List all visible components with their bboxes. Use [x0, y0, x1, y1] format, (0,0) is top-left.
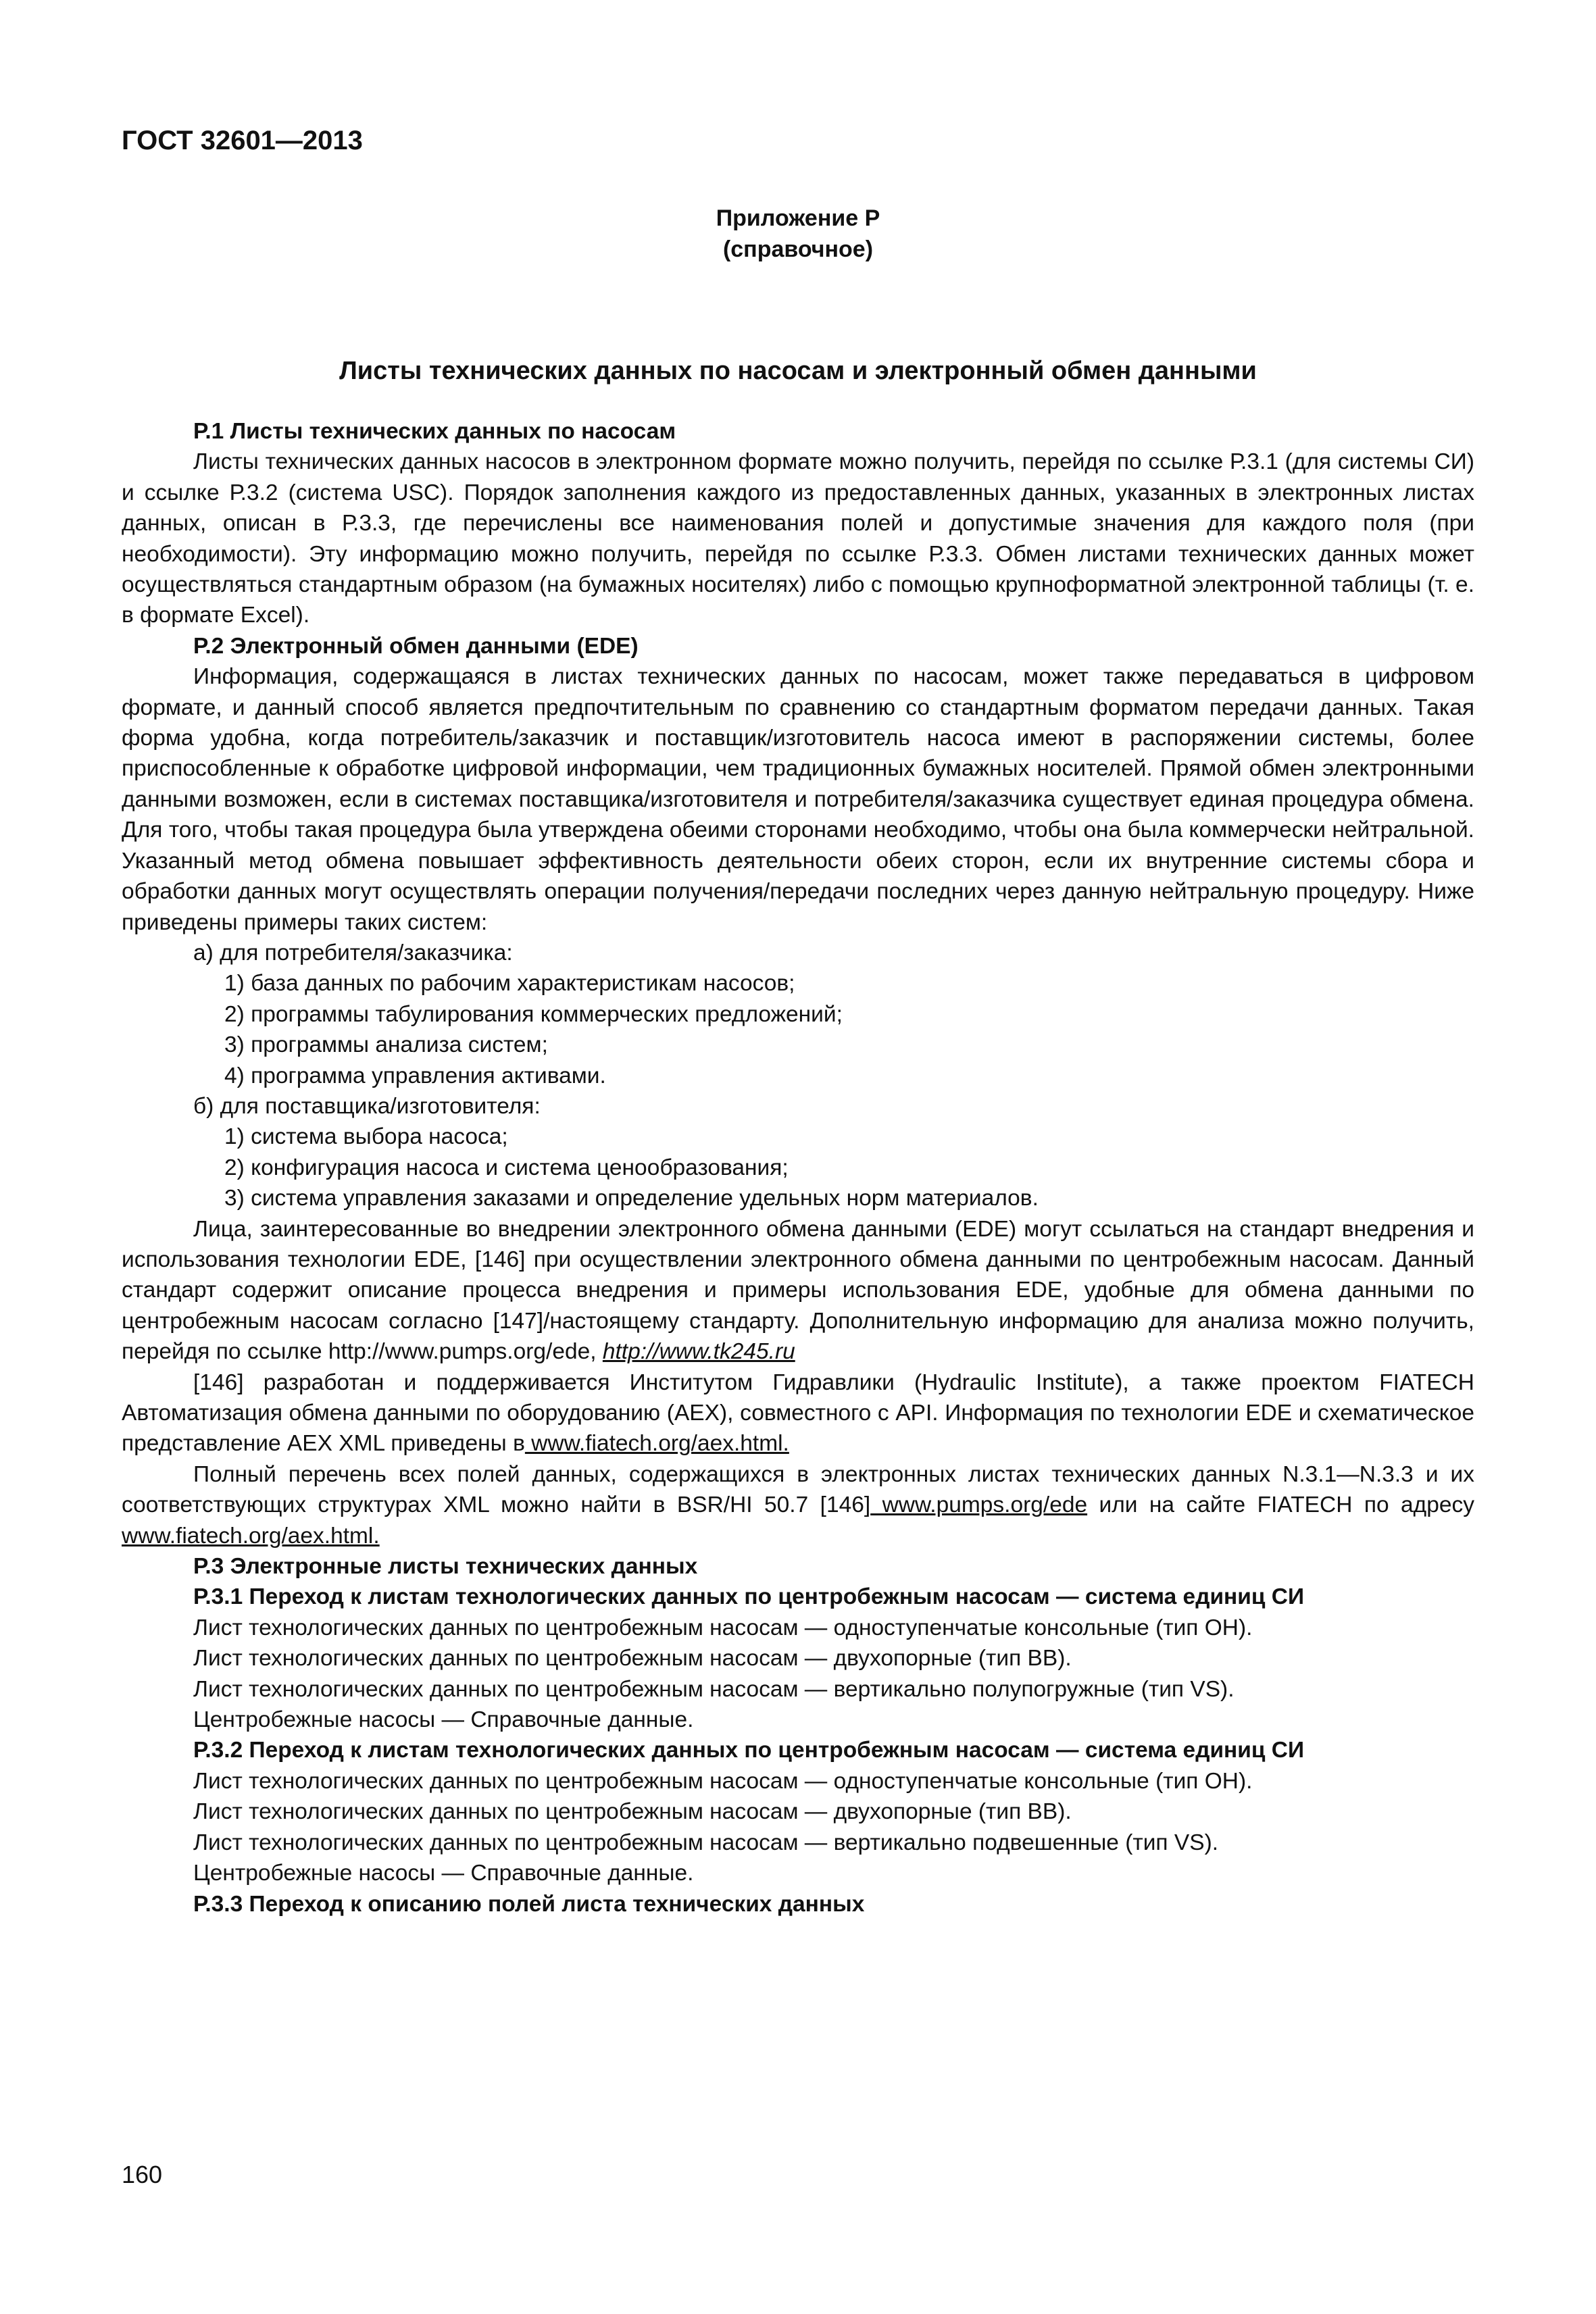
- annex-label: Приложение Р: [716, 205, 880, 231]
- paragraph-text: [146] разработан и поддерживается Институтом Гидравлики (Hydraulic Institute), а также проектом FIATECH Автоматизация обмена данными по оборудованию (AEX), совместного с API. Информация по технологии EDE и схематическое представление AEX XML приведены в: [122, 1369, 1474, 1457]
- section-heading-p3-1: Р.3.1 Переход к листам технологических данных по центробежным насосам — система единиц СИ: [193, 1584, 1305, 1610]
- document-header: ГОСТ 32601—2013: [122, 126, 363, 155]
- list-item: 2) конфигурация насоса и система ценообразования;: [224, 1155, 789, 1180]
- list-item: б) для поставщика/изготовителя:: [193, 1093, 541, 1119]
- list-item: 1) база данных по рабочим характеристикам насосов;: [224, 971, 795, 997]
- section-heading-p3: Р.3 Электронные листы технических данных: [193, 1554, 698, 1580]
- datasheet-link[interactable]: Центробежные насосы — Справочные данные.: [193, 1707, 694, 1733]
- datasheet-link[interactable]: Лист технологических данных по центробежным насосам — одноступенчатые консольные (тип ОН).: [193, 1768, 1253, 1794]
- section-heading-p2: Р.2 Электронный обмен данными (EDE): [193, 633, 639, 659]
- datasheet-link[interactable]: Лист технологических данных по центробежным насосам — двухопорные (тип ВВ).: [193, 1646, 1072, 1671]
- datasheet-link[interactable]: Лист технологических данных по центробежным насосам — вертикально полупогружные (тип VS).: [193, 1676, 1235, 1702]
- list-item: 1) система выбора насоса;: [224, 1124, 508, 1150]
- paragraph-text: или на сайте FIATECH по адресу: [1087, 1492, 1474, 1518]
- paragraph-text: Полный перечень всех полей данных, содержащихся в электронных листах технических данных N.3.1—N.3.3 и их соответствующих структурах XML можно найти в BSR/HI 50.7 [146]: [122, 1461, 1474, 1518]
- datasheet-link[interactable]: Лист технологических данных по центробежным насосам — двухопорные (тип ВВ).: [193, 1799, 1072, 1825]
- datasheet-link[interactable]: Центробежные насосы — Справочные данные.: [193, 1861, 694, 1886]
- paragraph: Листы технических данных насосов в электронном формате можно получить, перейдя по ссылке Р.3.1 (для системы СИ) и ссылке Р.3.2 (система USC). Порядок заполнения каждого из предоставленных данных, указанных в электронных листах данных, описан в Р.3.3, где перечислены все наименования полей и допустимые значения для каждого поля (при необходимости). Эту информацию можно получить, перейдя по ссылке Р.3.3. Обмен листами технических данных может осуществляться стандартным образом (на бумажных носителях) либо с помощью крупноформатной электронной таблицы (т. е. в формате Excel).: [122, 449, 1474, 628]
- datasheet-link[interactable]: Лист технологических данных по центробежным насосам — одноступенчатые консольные (тип ОН).: [193, 1615, 1253, 1640]
- paragraph: Информация, содержащаяся в листах технических данных по насосам, может также передаваться в цифровом формате, и данный способ является предпочтительным по сравнению со стандартным форматом передачи данных. Такая форма удобна, когда потребитель/заказчик и поставщик/изготовитель насоса имеют в распоряжении системы, более приспособленные к обработке цифровой информации, чем традиционных бумажных носителей. Прямой обмен электронными данными возможен, если в системах поставщика/изготовителя и потребителя/заказчика существует единая процедура обмена. Для того, чтобы такая процедура была утверждена обеими сторонами необходимо, чтобы она была коммерчески нейтральной. Указанный метод обмена повышает эффективность деятельности обеих сторон, если их внутренние системы сбора и обработки данных могут осуществлять операции получения/передачи последних через данную нейтральную процедуру. Ниже приведены примеры таких систем:: [122, 664, 1474, 935]
- paragraph: [122, 1367, 1474, 1459]
- page-number: 160: [122, 2161, 163, 2188]
- section-heading-p1: Р.1 Листы технических данных по насосам: [193, 419, 676, 444]
- pumps-ede-link[interactable]: www.pumps.org/ede: [870, 1492, 1088, 1518]
- fiatech-link[interactable]: www.fiatech.org/aex.html.: [524, 1431, 789, 1457]
- annex-title: Листы технических данных по насосам и электронный обмен данными: [339, 357, 1257, 385]
- tk245-link[interactable]: http://www.tk245.ru: [602, 1339, 795, 1365]
- document-body: [122, 416, 1474, 1919]
- paragraph: [122, 1459, 1474, 1551]
- list-item: 3) программы анализа систем;: [224, 1032, 548, 1058]
- section-heading-p3-3: Р.3.3 Переход к описанию полей листа технических данных: [193, 1891, 865, 1917]
- datasheet-link[interactable]: Лист технологических данных по центробежным насосам — вертикально подвешенные (тип VS).: [193, 1830, 1219, 1855]
- list-item: 4) программа управления активами.: [224, 1063, 606, 1088]
- annex-type: (справочное): [722, 236, 874, 262]
- list-item: 2) программы табулирования коммерческих предложений;: [224, 1001, 843, 1027]
- list-item: а) для потребителя/заказчика:: [193, 940, 513, 965]
- fiatech-link[interactable]: www.fiatech.org/aex.html.: [122, 1523, 380, 1549]
- paragraph-text: Лица, заинтересованные во внедрении электронного обмена данными (EDE) могут ссылаться на стандарт внедрения и использования технологии EDE, [146] при осуществлении электронного обмена данными по центробежным насосам. Данный стандарт содержит описание процесса внедрения и примеры использования EDE, удобные для обмена данными по центробежным насосам согласно [147]/настоящему стандарту. Дополнительную информацию для анализа можно получить, перейдя по ссылке http://www.pumps.org/ede,: [122, 1216, 1474, 1365]
- section-heading-p3-2: Р.3.2 Переход к листам технологических данных по центробежным насосам — система единиц СИ: [193, 1738, 1305, 1763]
- list-item: 3) система управления заказами и определение удельных норм материалов.: [224, 1186, 1039, 1211]
- paragraph: [122, 1214, 1474, 1367]
